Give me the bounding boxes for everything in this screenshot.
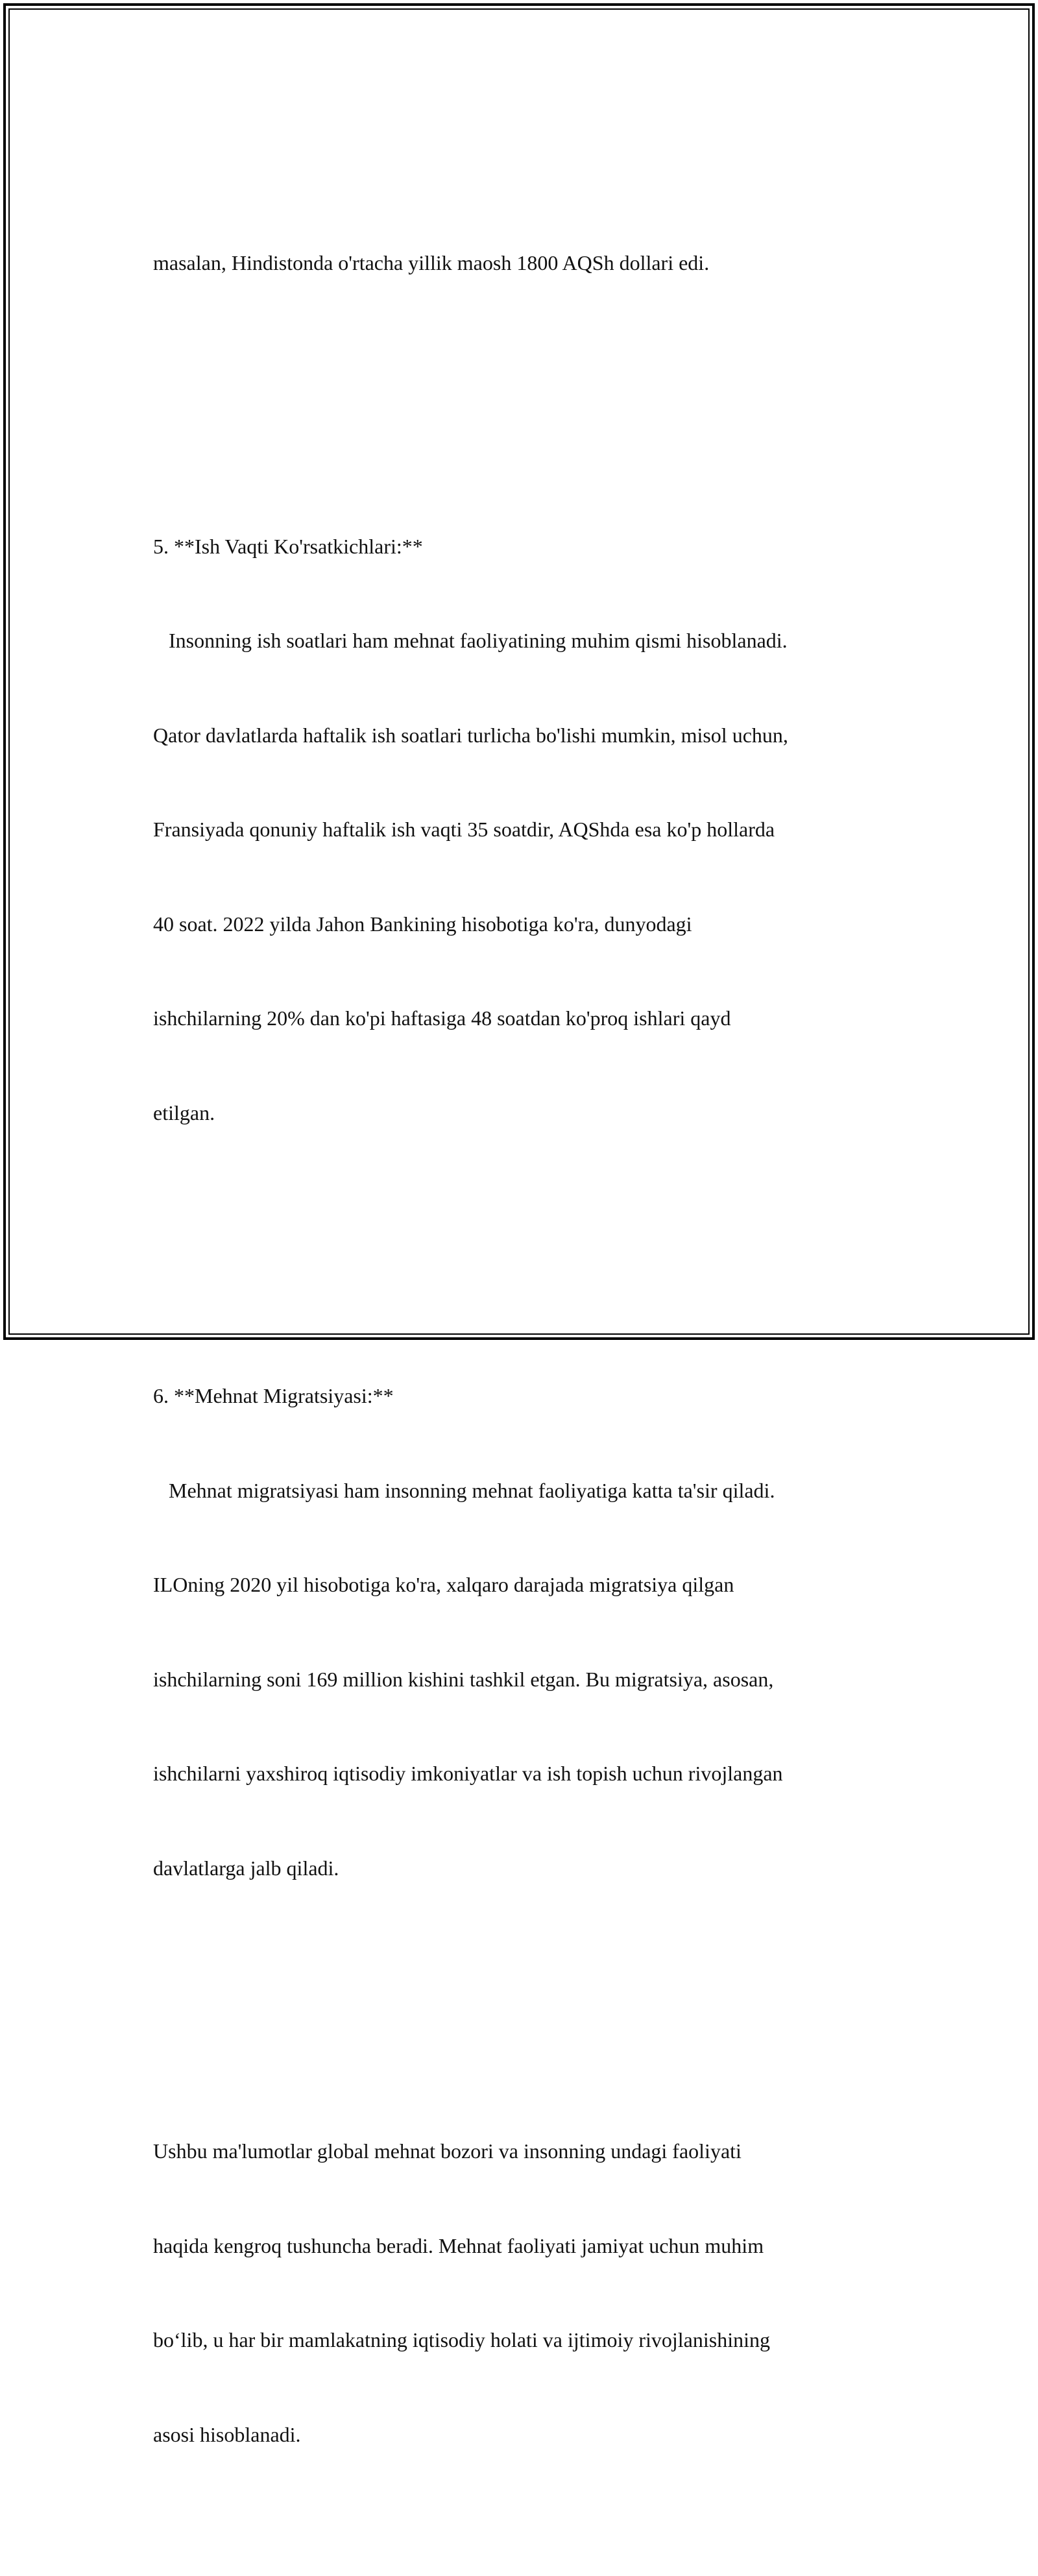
text-line: Ushbu ma'lumotlar global mehnat bozori va insonning undagi faoliyati	[153, 2139, 742, 2163]
text-line: ishchilarning 20% dan ko'pi haftasiga 48 soatdan ko'proq ishlari qayd	[153, 1006, 731, 1030]
text-line: bo‘lib, u har bir mamlakatning iqtisodiy holati va ijtimoiy rivojlanishining	[153, 2328, 770, 2351]
section-heading: 6. **Mehnat Migratsiyasi:**	[153, 1384, 394, 1407]
text-line: ishchilarni yaxshiroq iqtisodiy imkoniyatlar va ish topish uchun rivojlangan	[153, 1762, 783, 1785]
text-line: haqida kengroq tushuncha beradi. Mehnat faoliyati jamiyat uchun muhim	[153, 2233, 764, 2257]
text-line: etilgan.	[153, 1100, 215, 1124]
text-line: asosi hisoblanadi.	[153, 2422, 301, 2446]
text-line: davlatlarga jalb qiladi.	[153, 1856, 339, 1880]
section-heading: 5. **Ish Vaqti Ko'rsatkichlari:**	[153, 534, 423, 558]
text-line: Mehnat migratsiyasi ham insonning mehnat faoliyatiga katta ta'sir qiladi.	[153, 1478, 775, 1502]
paragraph-section-5	[153, 468, 893, 1192]
text-line: 40 soat. 2022 yilda Jahon Bankining hisobotiga ko'ra, dunyodagi	[153, 912, 692, 936]
text-line: ishchilarning soni 169 million kishini tashkil etgan. Bu migratsiya, asosan,	[153, 1667, 774, 1691]
text-line: Fransiyada qonuniy haftalik ish vaqti 35 soatdir, AQShda esa ko'p hollarda	[153, 818, 775, 841]
text-line: ILOning 2020 yil hisobotiga ko'ra, xalqaro darajada migratsiya qilgan	[153, 1573, 734, 1596]
text-line: Qator davlatlarda haftalik ish soatlari turlicha bo'lishi mumkin, misol uchun,	[153, 723, 788, 747]
paragraph-section-6	[153, 1317, 893, 1947]
paragraph-intro	[153, 184, 893, 342]
document-body	[153, 121, 893, 2576]
text-line: masalan, Hindistonda o'rtacha yillik maosh 1800 AQSh dollari edi.	[153, 251, 710, 274]
paragraph-conclusion	[153, 2072, 893, 2513]
text-line: Insonning ish soatlari ham mehnat faoliyatining muhim qismi hisoblanadi.	[153, 629, 788, 652]
